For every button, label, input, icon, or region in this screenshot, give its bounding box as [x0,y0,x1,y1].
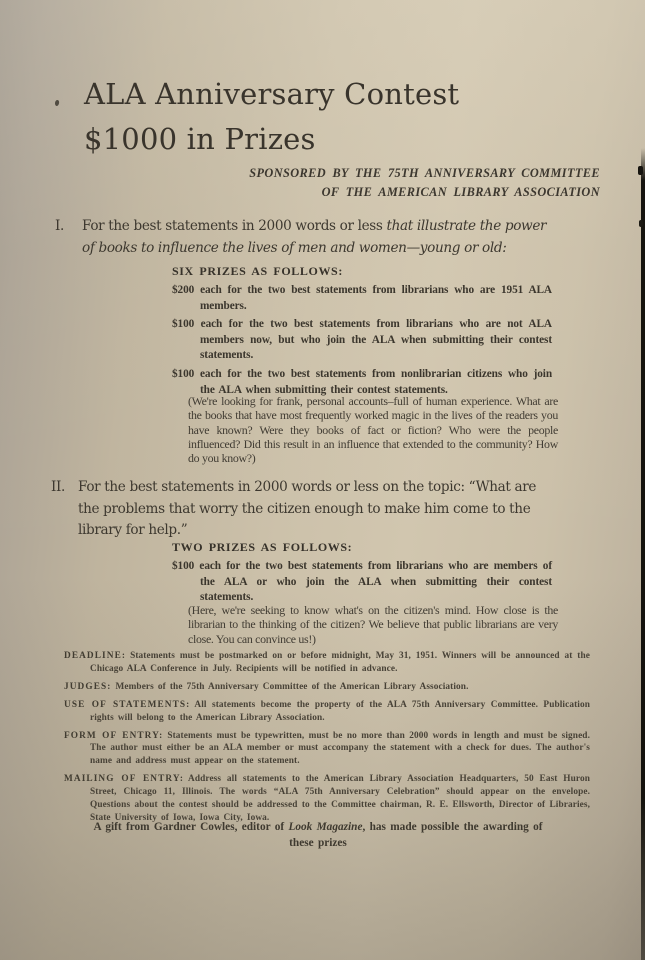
detail-label: MAILING OF ENTRY: [64,774,185,785]
prize-item: $200 each for the two best statements from librarians who are 1951 ALA members. [172,284,552,312]
prize-item: $100 each for the two best statements from librarians who are not ALA members now, but who join the ALA when submitting their contest statements. [172,318,552,362]
page-title-line2: $1000 in Prizes [84,122,316,156]
detail-row [64,730,590,769]
photo-edge-speck [639,220,643,227]
footer-credit [88,820,548,851]
prize-item: $100 each for the two best statements from librarians who are members of the ALA or who join the ALA when submitting their contest statements. [172,560,552,604]
section-1-prize-list [172,283,552,401]
detail-row [64,699,590,725]
section-2-prize-list [172,559,552,609]
print-artifact-mark [54,100,59,107]
detail-row [64,773,590,825]
section-2-prizes-heading: TWO PRIZES AS FOLLOWS: [172,540,353,554]
contest-details [64,650,590,830]
detail-row [64,681,590,694]
page-title [84,72,459,162]
footer-credit-after: , has made possible the awarding of these prizes [289,821,543,849]
prize-item: $100 each for the two best statements from nonlibrarian citizens who join the ALA when submitting their contest statements. [172,367,552,396]
sponsor-line2: OF THE AMERICAN LIBRARY ASSOCIATION [321,185,600,199]
section-1-intro [82,216,551,259]
section-2-numeral: II. [51,479,66,495]
photo-right-edge-shadow [641,148,645,960]
detail-label: USE OF STATEMENTS: [64,699,191,710]
detail-text: Address all statements to the American Library Association Headquarters, 50 East Huron Street, Chicago 11, Illinois. The words “ALA 75th Anniversary Celebration” should appear on the envelope. Questions about the contest should be addressed to the Committee chairman, R. E. Ellsworth, Director of Libraries, State University of Iowa, Iowa City, Iowa. [90,774,590,823]
section-2-note: (Here, we're seeking to know what's on the citizen's mind. How close is the librarian to the thinking of the citizen? We believe that public librarians are very close. You can convince us!) [188,603,558,646]
section-2 [51,477,551,542]
section-1-intro-italic: that illustrate the power of books to influence the lives of men and women—young or old: [82,218,547,256]
section-1-numeral: I. [55,218,64,234]
detail-text: Statements must be typewritten, must be no more than 2000 words in length and must be signed. The author must either be an ALA member or must accompany the statement with a check for dues. The author's name and address must appear on the statement. [90,730,591,767]
section-1-prizes-heading: SIX PRIZES AS FOLLOWS: [172,264,343,278]
footer-credit-before: A gift from Gardner Cowles, editor of [93,821,289,833]
section-1 [55,216,551,259]
detail-text: All statements become the property of the ALA 75th Anniversary Committee. Publication rights will belong to the American Library Association. [90,699,590,723]
footer-magazine-name: Look Magazine [288,821,363,833]
section-1-intro-roman: For the best statements in 2000 words or less [82,218,387,234]
detail-label: JUDGES: [64,681,112,692]
section-1-note: (We're looking for frank, personal accounts–full of human experience. What are the books that have most frequently worked magic in the lives of the readers you have known? Were they books of fact or fiction? Who were the people influenced? Did this result in an influence that extended to the community? How do you know?) [188,394,558,466]
detail-text: Statements must be postmarked on or before midnight, May 31, 1951. Winners will be announced at the Chicago ALA Conference in July. Recipients will be notified in advance. [90,651,590,674]
detail-label: FORM OF ENTRY: [64,730,164,741]
photo-edge-speck [638,166,643,175]
detail-text: Members of the 75th Anniversary Committee of the American Library Association. [115,681,469,692]
detail-label: DEADLINE: [64,651,127,661]
page-title-line1: ALA Anniversary Contest [84,77,460,111]
detail-row [64,650,590,676]
sponsor-line1: SPONSORED BY THE 75TH ANNIVERSARY COMMITTEE [249,166,600,180]
sponsor-byline [160,164,600,202]
section-2-intro: For the best statements in 2000 words or less on the topic: “What are the problems that worry the citizen enough to make him come to the library for help.” [78,479,537,538]
